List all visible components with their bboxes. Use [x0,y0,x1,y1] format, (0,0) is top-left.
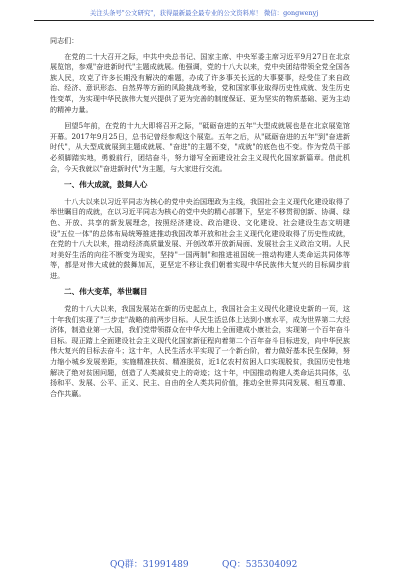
section-heading: 二、伟大变革，举世瞩目 [64,287,148,297]
intro-paragraph: 在党的二十大召开之际，中共中央总书记、国家主席、中央军委主席习近平9月27日在北京展览馆，参观"奋进新时代"主题成就展。他强调，党的十八大以来，党中央团结带领全党全国各族人民，攻克了许多长期没有解决的难题，办成了许多事关长远的大事要事，经受住了来自政治、经济、意识形态、自然界等方面的风险挑战考验，党和国家事业取得历史性成就、发生历史性变革，为实现中华民族伟大复兴提供了更为完善的制度保证、更为坚实的物质基础、更为主动的精神力量。 [50,51,350,114]
qq-group-contact: QQ群：31991489 [110,560,189,570]
document-body [50,36,350,405]
section-heading: 一、伟大成就，鼓舞人心 [64,180,148,190]
section-paragraph: 党的十八大以来，我国发展站在新的历史起点上，我国社会主义现代化建设史新的一页，这十年我们实现了"三步走"战略的前两步目标。人民生活总体上达到小康水平，成为世界第二大经济体，制造业第一大国，我们党带领群众在中华大地上全面建成小康社会，实现第一个百年奋斗目标。现正踏上全面建设社会主义现代化国家新征程向着第二个百年奋斗目标进发，向中华民族伟大复兴的目标去奋斗；这十年，人民生活水平实现了一个新台阶，着力做好基本民生保障，努力缩小城乡发展差距，实施精准扶贫、精准脱贫，近1亿农村贫困人口实现脱贫，我国历史性地解决了绝对贫困问题，创造了人类减贫史上的奇迹；这十年，中国推动构建人类命运共同体，弘扬和平、发展、公平、正义、民主、自由的全人类共同价值，推动全世界共同发展、相互尊重、合作共赢。 [50,304,350,398]
page-header: 关注头条号"公文研究"，获得最新最全最专业的公文资料库！ 微信：gongwenyj [89,9,319,17]
intro-paragraph: 回望5年前，在党的十九大即将召开之际，"砥砺奋进的五年"大型成就展也是在北京展览馆开幕。2017年9月25日，总书记曾经参观这个展览。五年之后，从"砥砺奋进的五年"到"奋进新时代"，从大型成就展到主题成就展、"奋进"的主题不变，"成就"的底色也不变。作为党员干部必须脚踏实地，勇毅前行，团结奋斗，努力谱写全面建设社会主义现代化国家新篇章。借此机会，今天我就以"奋进新时代"为主题，与大家进行交流。 [50,121,350,173]
header-divider [34,20,374,21]
qq-contact: QQ：535304092 [222,560,298,570]
section-paragraph: 十八大以来以习近平同志为核心的党中央治国理政为主线，我国社会主义现代化建设取得了举世瞩目的成就，在以习近平同志为核心的党中央的精心部署下，坚定不移贯彻创新、协调、绿色、开放、共享的新发展理念，按照经济建设、政治建设、文化建设、社会建设生态文明建设"五位一体"的总体布局统筹推进推动我国改革开放和社会主义现代化建设取得了历史性成就，在党的十八大以来，推动经济高质量发展、开创改革开放新局面、发展社会主义政治文明。人民对美好生活的向往不断变为现实，坚持"一国两制"和推进祖国统一推动构建人类命运共同体等等，都是对伟大成就的鼓舞加瓦，更坚定不移让我们朝着实现中华民族伟大复兴的目标阔步前进。 [50,196,350,280]
greeting: 同志们： [50,36,79,45]
